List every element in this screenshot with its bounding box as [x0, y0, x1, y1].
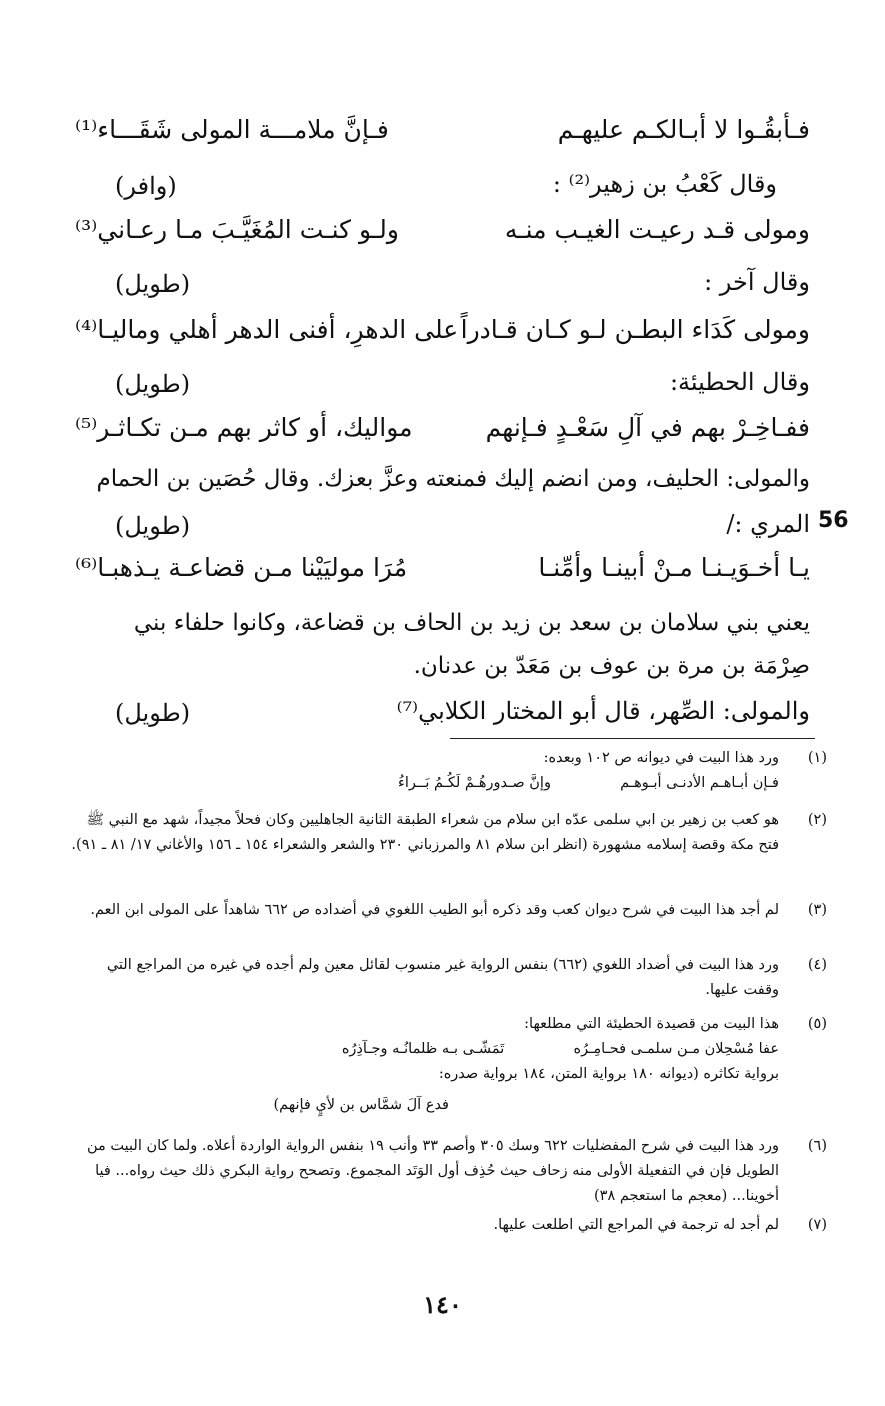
- footnote-3: [67, 898, 827, 923]
- footnote-number: (١): [807, 750, 827, 766]
- footnote-number: (٤): [807, 957, 827, 973]
- footnote-2: [67, 808, 827, 858]
- meter-wafir: (وافر): [115, 172, 177, 200]
- verse-2-second-hemistich: ولـو كنـت المُغَيَّـبَ مـا رعـاني⁽³⁾: [75, 215, 399, 244]
- footnote-number: (٢): [807, 812, 827, 828]
- intro-another: وقال آخر :: [704, 268, 810, 296]
- footnote-1: [67, 746, 827, 796]
- verse-5-first-hemistich: يـا أخـوَيـنـا مـنْ أبينـا وأمِّنـا: [538, 553, 810, 582]
- meter-tawil-3: (طويل): [115, 512, 191, 540]
- footnote-text: ورد هذا البيت في ديوانه ص ١٠٢ وبعده:: [543, 750, 779, 766]
- intro-hutayah: وقال الحطيئة:: [669, 368, 810, 396]
- footnote-hemistich-left: تَمَشّـى بـه ظلمانُـه وجـآذِرُه: [341, 1041, 505, 1057]
- verse-1-first-hemistich: فـأبقُـوا لا أبـالكـم عليهـم: [557, 115, 810, 144]
- footnote-number: (٥): [807, 1016, 827, 1032]
- intro-kaab: وقال كَعْبُ بن زهير⁽²⁾ :: [552, 170, 777, 198]
- footnote-text: ورد هذا البيت في شرح المفضليات ٦٢٢ وسك ٣٠٥ وأصم ٣٣ وأنب ١٩ بنفس الرواية الواردة أعلاه. ولما كان البيت من الطويل فإن في التفعيلة الأولى منه زحاف حيث حُذِف أول الوَتَد المجموع. وتصحح رواية البكري ذلك حيث رواه... فيا أخوينا... (معجم ما استعجم ٣٨): [87, 1138, 779, 1204]
- margin-page-marker: 56: [818, 508, 849, 533]
- prose-mawla-halif: والمولى: الحليف، ومن انضم إليك فمنعته وعزَّ بعزك. وقال حُصَين بن الحمام: [96, 466, 810, 492]
- footnote-4: [67, 953, 827, 1003]
- meter-tawil-2: (طويل): [115, 370, 191, 398]
- verse-2-first-hemistich: ومولى قـد رعيـت الغيـب منـه: [504, 215, 810, 244]
- footnote-text: لم أجد هذا البيت في شرح ديوان كعب وقد ذكره أبو الطيب اللغوي في أضداده ص ٦٦٢ شاهداً على المولى ابن العم.: [90, 902, 779, 918]
- verse-5-second-hemistich: مُرَا موليَيْنا مـن قضاعـة يـذهبـا⁽⁶⁾: [75, 553, 408, 582]
- footnote-text: هذا البيت من قصيدة الحطيئة التي مطلعها:: [524, 1016, 779, 1032]
- footnote-5: [67, 1012, 827, 1118]
- intro-kilabi: والمولى: الصِّهر، قال أبو المختار الكلابي⁽⁷⁾: [396, 697, 810, 725]
- footnote-number: (٦): [807, 1138, 827, 1154]
- footnote-divider: [450, 738, 815, 739]
- prose-sirma: صِرْمَة بن مرة بن عوف بن مَعَدّ بن عدنان.: [413, 653, 810, 679]
- footnote-7: [67, 1213, 827, 1238]
- verse-3-second-hemistich: على الدهرِ، أفنى الدهر أهلي وماليـا⁽⁴⁾: [75, 315, 459, 344]
- footnote-text: هو كعب بن زهير بن ابي سلمى عدّه ابن سلام من شعراء الطبقة الثانية الجاهليين وكان فحلاً مجيداً، شهد مع النبي ﷺ فتح مكة وقصة إسلامه مشهورة (انظر ابن سلام ٨١ والمرزباني ٢٣٠ والشعر والشعراء ١٥٤ ـ ١٥٦ والأغاني ١٧/ ٨١ ـ ٩١).: [71, 812, 779, 853]
- page-number: ١٤٠: [423, 1290, 462, 1319]
- verse-4-second-hemistich: مواليك، أو كاثر بهم مـن تكـاثـر⁽⁵⁾: [75, 413, 413, 442]
- footnote-hemistich-left: وإنَّ صـدورهُـمْ لَكُـمُ بَــراءُ: [398, 775, 551, 791]
- footnote-number: (٣): [807, 902, 827, 918]
- verse-1-second-hemistich: فـإنَّ ملامـــة المولى شَقَـــاء⁽¹⁾: [75, 115, 389, 144]
- prose-salaman: يعني بني سلامان بن سعد بن زيد بن الحاف بن قضاعة، وكانوا حلفاء بني: [133, 610, 810, 636]
- meter-tawil-4: (طويل): [115, 699, 191, 727]
- verse-4-first-hemistich: ففـاخِـرْ بهم في آلِ سَعْـدٍ فـإنهم: [485, 413, 810, 442]
- footnote-hemistich-right: فـإن أبـاهـم الأدنـى أبـوهـم: [620, 775, 779, 791]
- footnote-text-after: برواية تكاثره (ديوانه ١٨٠ برواية المتن، ١٨٤ برواية صدره:: [438, 1066, 779, 1082]
- footnote-hemistich-right: عفا مُسْحِلان مـن سلمـى فحـامِـرُه: [573, 1041, 779, 1057]
- footnote-number: (٧): [807, 1217, 827, 1233]
- intro-murri: المري :/: [726, 510, 810, 538]
- footnote-6: [67, 1134, 827, 1209]
- meter-tawil-1: (طويل): [115, 270, 191, 298]
- verse-3-first-hemistich: ومولى كَدَاء البطـن لـو كـان قـادراً: [460, 315, 810, 344]
- footnote-text: لم أجد له ترجمة في المراجع التي اطلعت عليها.: [493, 1217, 779, 1233]
- footnote-verse: فدع آلَ شمَّاس بن لأيٍ فإنهم): [273, 1097, 449, 1113]
- footnote-text: ورد هذا البيت في أضداد اللغوي (٦٦٢) بنفس الرواية غير منسوب لقائل معين ولم أجده في غيره من المراجع التي وقفت عليها.: [106, 957, 779, 998]
